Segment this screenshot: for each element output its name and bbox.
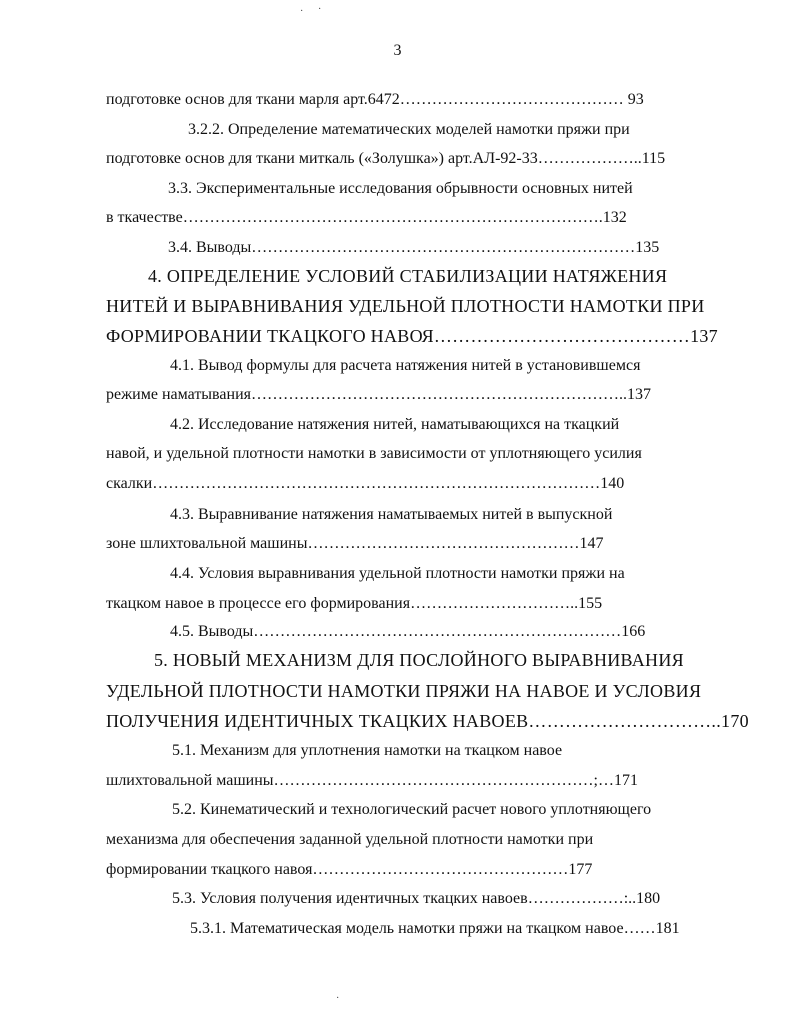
toc-line: 4.4. Условия выравнивания удельной плотности намотки пряжи на xyxy=(170,565,625,582)
toc-chapter-heading: 4. ОПРЕДЕЛЕНИЕ УСЛОВИЙ СТАБИЛИЗАЦИИ НАТЯЖЕНИЯ xyxy=(148,266,668,286)
scan-speck: · xyxy=(318,4,322,15)
toc-line: 4.1. Вывод формулы для расчета натяжения нитей в установившемся xyxy=(170,357,641,374)
scan-speck: · xyxy=(336,993,340,1004)
toc-line: зоне шлихтовальной машины……………………………………………147 xyxy=(106,535,604,552)
toc-line: формировании ткацкого навоя…………………………………………177 xyxy=(106,861,593,878)
page-number: 3 xyxy=(393,42,402,59)
toc-line: 5.3.1. Математическая модель намотки пряжи на ткацком навое……181 xyxy=(190,920,680,937)
toc-line: подготовке основ для ткани марля арт.6472…………………………………… 93 xyxy=(106,91,644,108)
toc-line: навой, и удельной плотности намотки в зависимости от уплотняющего усилия xyxy=(106,445,642,462)
toc-line: режиме наматывания……………………………………………………………..137 xyxy=(106,386,651,403)
toc-chapter-heading: ПОЛУЧЕНИЯ ИДЕНТИЧНЫХ ТКАЦКИХ НАВОЕВ…………………………..170 xyxy=(106,711,749,731)
toc-line: 4.3. Выравнивание натяжения наматываемых нитей в выпускной xyxy=(170,506,613,523)
toc-line: 3.4. Выводы………………………………………………………………135 xyxy=(168,239,660,256)
toc-line: 5.2. Кинематический и технологический расчет нового уплотняющего xyxy=(172,801,652,818)
toc-line: подготовке основ для ткани миткаль («Золушка») арт.АЛ-92-33………………..115 xyxy=(106,150,666,167)
toc-line: скалки…………………………………………………………………………140 xyxy=(106,475,625,492)
toc-chapter-heading: УДЕЛЬНОЙ ПЛОТНОСТИ НАМОТКИ ПРЯЖИ НА НАВОЕ И УСЛОВИЯ xyxy=(106,681,702,701)
toc-chapter-heading: 5. НОВЫЙ МЕХАНИЗМ ДЛЯ ПОСЛОЙНОГО ВЫРАВНИВАНИЯ xyxy=(154,650,684,670)
toc-line: 5.1. Механизм для уплотнения намотки на ткацком навое xyxy=(172,742,563,759)
toc-line: в ткачестве…………………………………………………………………….132 xyxy=(106,209,627,226)
toc-line: 3.3. Экспериментальные исследования обрывности основных нитей xyxy=(168,180,633,197)
scan-speck: · xyxy=(300,6,304,17)
toc-line: 5.3. Условия получения идентичных ткацких навоев………………:..180 xyxy=(172,890,661,907)
toc-line: 4.5. Выводы……………………………………………………………166 xyxy=(170,623,646,640)
toc-line: ткацком навое в процессе его формирования…………………………..155 xyxy=(106,595,603,612)
toc-line: 4.2. Исследование натяжения нитей, наматывающихся на ткацкий xyxy=(170,416,620,433)
toc-chapter-heading: НИТЕЙ И ВЫРАВНИВАНИЯ УДЕЛЬНОЙ ПЛОТНОСТИ НАМОТКИ ПРИ xyxy=(106,296,705,316)
toc-line: 3.2.2. Определение математических моделей намотки пряжи при xyxy=(188,121,630,138)
toc-line: шлихтовальной машины……………………………………………………;…171 xyxy=(106,772,638,789)
toc-line: механизма для обеспечения заданной удельной плотности намотки при xyxy=(106,831,594,848)
toc-chapter-heading: ФОРМИРОВАНИИ ТКАЦКОГО НАВОЯ……………………………………137 xyxy=(106,326,718,346)
